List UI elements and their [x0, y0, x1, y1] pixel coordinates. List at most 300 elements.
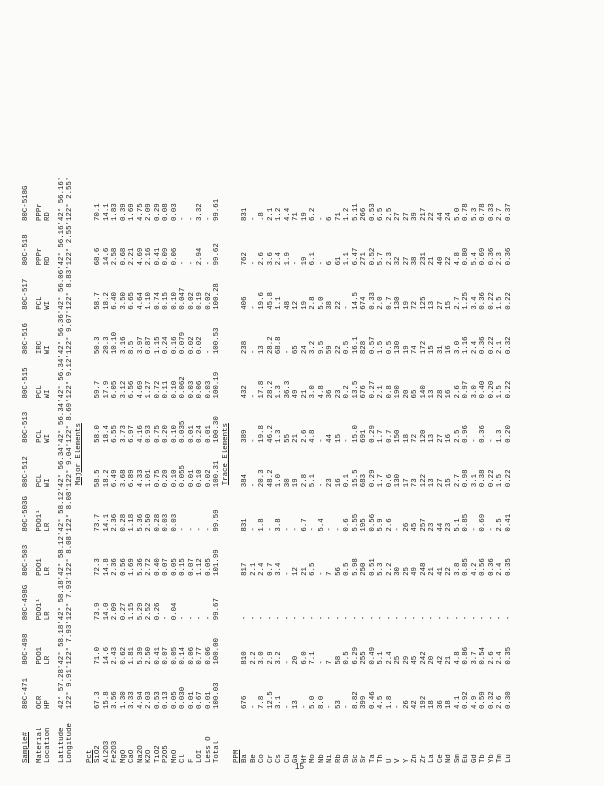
trace-row-tb-cell: 0.56 [479, 558, 487, 576]
major-unit-row-cell [86, 221, 95, 265]
material-row-cell: PPPr [35, 247, 44, 266]
trace-row-u-cell: 0.7 [385, 296, 394, 310]
trace-row-ta-cell: 0.52 [368, 247, 377, 266]
longitude-row-cell: 122° 8.69' [66, 398, 74, 443]
trace-row-be-cell: - [249, 482, 258, 488]
major-row-less-o-cell: 0.06 [204, 646, 213, 665]
trace-row-sb-cell: 1.1 [343, 252, 351, 266]
trace-row-y-cell: 20 [402, 389, 411, 399]
trace-row-hf-cell: 21 [300, 389, 309, 399]
trace-row-zr-cell: 231 [419, 252, 428, 266]
trace-row-sc [352, 177, 361, 763]
major-row-tio2-cell: 0.75 [153, 425, 162, 443]
trace-row-rb-cell: 16 [334, 478, 343, 488]
major-row-mgo-cell: 0.28 [119, 513, 128, 532]
trace-row-nb-label: Nb [317, 754, 326, 763]
trace-row-u-cell: 0.8 [385, 385, 394, 399]
trace-row-tm-cell: 1.3 [496, 429, 504, 443]
trace-row-th-cell: 6.5 [377, 207, 385, 222]
trace-row-tb-cell: - [479, 615, 487, 621]
trace-row-rb-cell: 71 [334, 212, 343, 222]
major-row-total-cell: 99.61 [213, 198, 221, 222]
trace-row-lu-cell: 0.32 [504, 336, 513, 355]
major-row-less-o-cell: 0.01 [204, 691, 213, 709]
trace-row-sm-cell: 4.8 [453, 651, 462, 665]
trace-row-cu [284, 177, 293, 763]
major-row-na2o-cell: 5.36 [136, 558, 145, 576]
major-row-loi-cell: 0.77 [196, 646, 204, 665]
trace-row-be-cell: - [249, 216, 258, 222]
trace-row-zn-cell: 72 [411, 300, 419, 310]
major-row-f-cell: 0.02 [187, 292, 196, 310]
major-row-less-o-cell: 0.05 [204, 558, 213, 576]
trace-row-eu-cell: 0.92 [462, 691, 470, 709]
trace-row-sm [454, 177, 463, 763]
major-row-sio2-cell: 58.0 [94, 425, 102, 443]
material-row-cell: PCL [35, 429, 44, 443]
trace-row-co-cell: 17.8 [258, 380, 266, 399]
trace-row-u-label: U [385, 758, 394, 763]
trace-unit-row [233, 177, 242, 763]
trace-row-ga-cell: - [292, 527, 300, 532]
trace-row-yb-cell: 0.32 [487, 691, 496, 709]
trace-row-y-cell: 25 [402, 567, 411, 576]
major-row-tio2-label: TiO2 [153, 745, 162, 763]
major-row-cao-cell: 1.69 [128, 203, 136, 222]
trace-row-sb-cell: 1.2 [343, 207, 351, 222]
major-row-cl [179, 177, 188, 763]
trace-row-ga-cell: - [292, 615, 300, 621]
major-row-cao-cell: 1.81 [128, 646, 136, 665]
trace-row-lu-cell: 0.36 [504, 247, 513, 266]
trace-row-sr-cell: 399 [360, 695, 368, 709]
trace-row-lu-cell: 0.22 [504, 292, 513, 310]
trace-elements-heading [222, 177, 233, 763]
major-row-sio2-cell: 67.3 [94, 691, 102, 709]
trace-row-sm-cell: 5.0 [453, 207, 462, 222]
major-row-cl-cell: - [179, 260, 187, 266]
trace-row-tm-cell: 2.7 [496, 207, 504, 222]
major-row-na2o-cell: 5.36 [136, 513, 145, 532]
trace-row-sm-cell: 3.0 [453, 340, 462, 355]
major-row-total-cell: 99.62 [213, 243, 221, 266]
trace-row-la-cell: 22 [428, 212, 436, 222]
major-row-k2o-cell: 0.87 [145, 336, 153, 355]
major-row-al2o3 [103, 177, 112, 763]
trace-row-tb-cell: 0.78 [479, 203, 487, 222]
trace-row-ga-cell: 71 [292, 212, 300, 222]
trace-row-gd-label: Gd [470, 754, 479, 763]
major-row-cl-cell: 0.030 [179, 686, 187, 709]
longitude-row-cell: 122° 9.91' [66, 664, 74, 709]
major-row-p2o5-label: P2O5 [162, 745, 170, 763]
trace-row-sr-cell: 683 [360, 473, 368, 488]
trace-row-nb-cell: - [317, 260, 326, 266]
trace-row-ce-cell: 28 [436, 389, 445, 399]
trace-row-ba-cell: 676 [241, 695, 249, 709]
trace-row-eu-cell: - [462, 615, 470, 621]
trace-row-cr-cell: 48.2 [266, 469, 275, 488]
trace-row-co-label: Co [258, 754, 266, 763]
longitude-row-cell: 122° 7.93' [66, 620, 74, 665]
latitude-row-cell: 42° 56.36' [57, 309, 66, 355]
major-row-less-o [205, 177, 214, 763]
major-row-mno-cell: 0.05 [170, 558, 179, 576]
trace-row-hf [301, 177, 310, 763]
trace-row-co-cell: 19.6 [258, 292, 266, 310]
trace-row-sc-cell: 5.55 [351, 513, 360, 532]
major-row-p2o5-cell: 0.07 [162, 646, 170, 665]
trace-row-y-cell: 27 [402, 256, 411, 266]
trace-row-sm-label: Sm [453, 754, 462, 763]
trace-row-rb-cell: 22 [334, 345, 343, 355]
major-row-loi-cell: - [196, 615, 204, 621]
trace-row-cr-cell: 12.5 [266, 691, 275, 709]
trace-row-gd-cell: 3.7 [470, 651, 479, 665]
trace-row-yb-cell: 0.22 [487, 469, 496, 488]
trace-row-ce-cell: 40 [436, 256, 445, 266]
rotated-data-table [22, 11, 592, 763]
trace-row-be-cell: 2.2 [249, 651, 258, 665]
trace-row-hf-cell: 6.7 [300, 518, 309, 532]
trace-row-lu-cell: - [504, 615, 513, 621]
trace-row-v-cell: 27 [394, 212, 402, 222]
trace-row-la-cell: 21 [428, 567, 436, 576]
trace-row-cr-cell: 28.2 [266, 336, 275, 355]
trace-row-nd-label: Nd [445, 754, 453, 763]
trace-row-hf-label: Hf [300, 754, 309, 763]
trace-row-sm-cell: 2.5 [453, 429, 462, 443]
major-row-cl-label: Cl [179, 754, 187, 763]
trace-row-zn-cell: 49 [411, 567, 419, 576]
trace-row-sc-cell: 6.47 [351, 247, 360, 266]
longitude-row-cell: 122° 9.12' [66, 354, 74, 399]
major-row-loi-cell: 0.10 [196, 469, 204, 488]
trace-row-ta-cell: 0.53 [368, 203, 377, 222]
trace-row-ta-cell: - [368, 615, 377, 621]
major-row-fe2o3-cell: 6.05 [111, 380, 119, 399]
trace-row-hf-cell: 19 [300, 256, 309, 266]
trace-unit-row-cell [233, 665, 242, 709]
major-row-na2o [137, 177, 146, 763]
major-row-cao-cell: 3.33 [128, 691, 136, 709]
trace-row-co-cell: .8 [258, 212, 266, 222]
trace-row-sr-cell: - [360, 615, 368, 621]
trace-row-ba-cell: 762 [241, 252, 249, 266]
major-row-p2o5 [162, 177, 171, 763]
major-row-mgo-cell: 1.30 [119, 691, 128, 709]
major-row-f-cell: 0.02 [187, 336, 196, 355]
trace-row-ga-cell: 12 [292, 300, 300, 310]
major-row-cl-cell: - [179, 527, 187, 532]
major-row-cao-cell: 1.15 [128, 602, 136, 621]
trace-row-hf-cell: 2.6 [300, 429, 309, 443]
trace-row-ce-label: Ce [436, 754, 445, 763]
major-row-al2o3-cell: 14.6 [102, 247, 111, 266]
trace-row-co-cell: 1.8 [258, 518, 266, 532]
trace-row-u-cell: 2.3 [385, 252, 394, 266]
trace-row-be-cell: 2.1 [249, 562, 258, 576]
trace-row-th-cell: 2.1 [377, 385, 385, 399]
longitude-row-cell: 122° 9.07' [66, 309, 74, 355]
trace-row-zr-cell: 248 [419, 562, 428, 576]
trace-row-cr-cell: 0.7 [266, 562, 275, 576]
material-row-label: Material [35, 727, 44, 763]
major-row-less-o-cell: - [204, 527, 213, 532]
major-row-f-cell: 0.01 [187, 425, 196, 443]
major-row-tio2-cell: 0.41 [153, 247, 162, 266]
major-row-f-cell: - [187, 527, 196, 532]
trace-row-th-cell: 1.7 [377, 473, 385, 488]
location-row-cell: LR [44, 567, 52, 576]
major-row-al2o3-cell: 15.8 [102, 691, 111, 709]
trace-row-yb-cell: 0.36 [487, 558, 496, 576]
major-unit-row [86, 177, 95, 763]
page-number: 15 [295, 762, 304, 771]
trace-row-nb-cell: 4.8 [317, 385, 326, 399]
trace-row-gd-cell: 4.2 [470, 562, 479, 576]
trace-row-cs-cell: 68.8 [275, 336, 283, 355]
trace-row-tm-cell: 1.5 [496, 473, 504, 488]
trace-row-sc-cell: 13.5 [351, 380, 360, 399]
major-row-k2o-cell: 2.09 [145, 203, 153, 222]
trace-row-cr-cell: 3.6 [266, 252, 275, 266]
major-row-p2o5-cell: 0.08 [162, 203, 170, 222]
major-row-f-label: F [187, 758, 196, 763]
trace-row-y-cell: 26 [402, 522, 411, 532]
trace-row-v [394, 177, 403, 763]
trace-unit-row-cell [233, 620, 242, 664]
trace-row-nd-cell: 16 [445, 389, 453, 399]
material-row-cell: PDO1 [35, 558, 44, 576]
location-row-cell: WI [44, 389, 52, 399]
major-row-k2o-cell: 2.16 [145, 247, 153, 266]
trace-row-y-cell: 19 [402, 345, 411, 355]
trace-row-sr-cell: 266 [360, 207, 368, 222]
trace-row-gd-cell: 5.3 [470, 207, 479, 222]
trace-row-tb [479, 177, 488, 763]
trace-row-sb-cell: 0.1 [343, 473, 351, 488]
major-row-total-cell: 101.99 [213, 549, 221, 576]
major-row-mgo-cell: 3.12 [119, 380, 128, 399]
trace-row-cu-cell: 55 [283, 433, 292, 443]
trace-row-sc-cell: - [351, 615, 360, 621]
major-row-mno-cell: 0.05 [170, 691, 179, 709]
trace-row-sr [360, 177, 369, 763]
trace-row-sc-label: Sc [351, 754, 360, 763]
major-row-cao-cell: 1.18 [128, 513, 136, 532]
trace-row-nb-cell: - [317, 438, 326, 443]
trace-row-gd-cell: 2.4 [470, 340, 479, 355]
trace-row-ni-cell: - [326, 527, 334, 532]
trace-row-tm-cell: 2.5 [496, 518, 504, 532]
trace-row-gd-cell: - [470, 438, 479, 443]
trace-row-ba-cell: 432 [241, 385, 249, 399]
sample-header-cell: 80C-517 [22, 278, 30, 310]
trace-row-ba-cell: 831 [241, 518, 249, 532]
major-unit-row-cell [86, 310, 95, 354]
trace-row-ce-cell: 42 [436, 655, 445, 665]
major-row-al2o3-cell: 18.4 [102, 425, 111, 443]
trace-row-co-cell: 3.0 [258, 651, 266, 665]
trace-row-sc-cell: 16.1 [351, 336, 360, 355]
trace-row-co-cell: 2.4 [258, 562, 266, 576]
trace-row-cs-cell: - [275, 615, 283, 621]
trace-row-zn-cell: 73 [411, 478, 419, 488]
location-row-cell: LR [44, 522, 52, 532]
trace-row-la-cell: - [428, 615, 436, 621]
trace-row-sc-cell: 5.11 [351, 203, 360, 222]
location-row-cell: WI [44, 300, 52, 310]
trace-row-yb-cell: 0.20 [487, 380, 496, 399]
major-row-sio2-cell: 73.9 [94, 602, 102, 621]
major-row-k2o-cell: 1.27 [145, 380, 153, 399]
trace-row-sr-cell: 674 [360, 296, 368, 310]
trace-row-gd-cell: 4.9 [470, 695, 479, 709]
trace-row-u-cell: 0.7 [385, 429, 394, 443]
trace-row-tb-cell: 0.36 [479, 292, 487, 310]
major-row-total-cell: 100.28 [213, 283, 221, 310]
trace-row-zr-cell: 140 [419, 385, 428, 399]
trace-row-lu-cell: 0.30 [504, 691, 513, 709]
major-row-na2o-cell: 4.69 [136, 247, 145, 266]
trace-row-co-cell: 13 [258, 345, 266, 355]
location-row-cell: WI [44, 478, 52, 488]
major-row-sio2-cell: 72.3 [94, 558, 102, 576]
trace-row-nb-cell: - [317, 660, 326, 665]
sample-header-cell: 80C-503 [22, 544, 30, 576]
trace-row-cu-cell: 4.4 [283, 207, 292, 222]
trace-row-mo-cell: 3.0 [309, 385, 317, 399]
trace-row-cu-cell: 36.3 [283, 380, 292, 399]
major-row-mno-cell: 0.03 [170, 513, 179, 532]
trace-unit-row-cell [233, 221, 242, 265]
trace-row-rb-cell: - [334, 615, 343, 621]
major-row-tio2-cell: 0.28 [153, 513, 162, 532]
trace-row-u-cell: 0.6 [385, 473, 394, 488]
trace-row-la-cell: 18 [428, 700, 436, 709]
trace-row-sb-cell: - [343, 438, 351, 443]
sample-header-cell: 80C-513 [22, 411, 30, 443]
trace-row-sr-cell: 255 [360, 651, 368, 665]
trace-row-sm-cell: 4.8 [453, 252, 462, 266]
major-row-al2o3-cell: 17.9 [102, 380, 111, 399]
trace-row-hf-cell: 24 [300, 345, 309, 355]
major-row-mgo [120, 177, 129, 763]
major-row-cao-cell: 6.65 [128, 292, 136, 310]
major-row-sio2-cell: 59.7 [94, 380, 102, 399]
trace-row-la-label: La [428, 754, 436, 763]
trace-row-co-cell: 19.8 [258, 425, 266, 443]
trace-row-sr-cell: 828 [360, 340, 368, 355]
trace-row-zn-cell: 39 [411, 212, 419, 222]
major-row-less-o-cell: - [204, 349, 213, 355]
trace-row-sb-cell: 0.6 [343, 518, 351, 532]
material-row-cell: PCL [35, 473, 44, 488]
trace-row-mo-cell: 2.8 [309, 296, 317, 310]
material-row-cell: IRC [35, 340, 44, 355]
major-row-k2o-cell: 2.50 [145, 646, 153, 665]
major-row-loi-cell: 0.02 [196, 336, 204, 355]
trace-row-hf-cell: 19 [300, 300, 309, 310]
trace-row-ta-cell: 0.33 [368, 292, 377, 310]
trace-row-tb-cell: 0.36 [479, 336, 487, 355]
trace-row-th-cell: 2.0 [377, 296, 385, 310]
trace-row-nb-cell: - [317, 571, 326, 576]
longitude-row-label: Longitude [66, 723, 74, 763]
trace-row-gd-cell: - [470, 615, 479, 621]
major-row-total-cell: 100.19 [213, 371, 221, 399]
trace-row-ba-cell: 238 [241, 340, 249, 355]
trace-row-ni-cell: - [326, 704, 334, 709]
trace-row-lu-cell: 0.22 [504, 469, 513, 488]
latitude-row-cell: 42° 58.12' [57, 487, 66, 532]
trace-row-ba-cell: 406 [241, 296, 249, 310]
trace-row-nd-cell: 15 [445, 300, 453, 310]
latitude-row-cell: 42° 58.18' [57, 620, 66, 665]
trace-row-mo-cell: 7.1 [309, 651, 317, 665]
major-unit-row-cell [86, 665, 95, 709]
major-row-tio2-cell: 0.26 [153, 602, 162, 621]
major-row-na2o-cell: 4.33 [136, 469, 145, 488]
trace-row-sb-cell: - [343, 615, 351, 621]
trace-row-rb-cell: - [334, 527, 343, 532]
trace-row-zr-cell: - [419, 615, 428, 621]
trace-row-ba [241, 177, 250, 763]
trace-row-eu [462, 177, 471, 763]
trace-row-la-cell: 20 [428, 655, 436, 665]
major-row-total [213, 177, 222, 763]
trace-row-zr-cell: 125 [419, 296, 428, 310]
trace-row-cu-cell: - [283, 660, 292, 665]
trace-row-cr-cell: 46.2 [266, 425, 275, 443]
major-row-p2o5-cell: - [162, 615, 170, 621]
trace-row-ce-cell: 36 [436, 700, 445, 709]
major-row-loi [196, 177, 205, 763]
trace-row-zn-cell: 42 [411, 700, 419, 709]
major-row-al2o3-cell: 18.2 [102, 469, 111, 488]
major-unit-row-cell [86, 576, 95, 620]
trace-row-mo-cell: - [309, 527, 317, 532]
trace-row-th-cell: - [377, 615, 385, 621]
major-row-total-cell: 100.00 [213, 638, 221, 665]
trace-row-yb-cell: 0.22 [487, 292, 496, 310]
trace-row-la-cell: 23 [428, 522, 436, 532]
major-row-total-cell: 100.30 [213, 416, 221, 443]
sample-header-cell: 80C-498G [22, 584, 30, 621]
sample-header-cell: 80C-498 [22, 633, 30, 665]
trace-row-zn-cell: 38 [411, 256, 419, 266]
trace-row-cr-cell: - [266, 615, 275, 621]
major-row-cao [128, 177, 137, 763]
trace-row-nd-cell: 22 [445, 256, 453, 266]
trace-row-cu-cell: - [283, 349, 292, 355]
longitude-row-cell: 122° 8.08' [66, 487, 74, 532]
trace-row-ta-cell: 0.49 [368, 646, 377, 665]
major-row-k2o-cell: 2.03 [145, 691, 153, 709]
sample-header-cell: 80C-518G [22, 185, 30, 222]
trace-row-u-cell: 2.5 [385, 207, 394, 222]
major-row-fe2o3-cell: 2.43 [111, 646, 119, 665]
trace-row-co-cell: - [258, 615, 266, 621]
trace-row-lu-cell: 0.41 [504, 513, 513, 532]
trace-row-gd-cell: 3.4 [470, 296, 479, 310]
trace-row-ta-cell: 0.29 [368, 425, 377, 443]
trace-row-sc-cell: 8.82 [351, 691, 360, 709]
trace-row-ta-cell: 0.29 [368, 469, 377, 488]
major-row-p2o5-cell: 0.15 [162, 292, 170, 310]
latitude-row-label: Latitude [57, 727, 66, 763]
